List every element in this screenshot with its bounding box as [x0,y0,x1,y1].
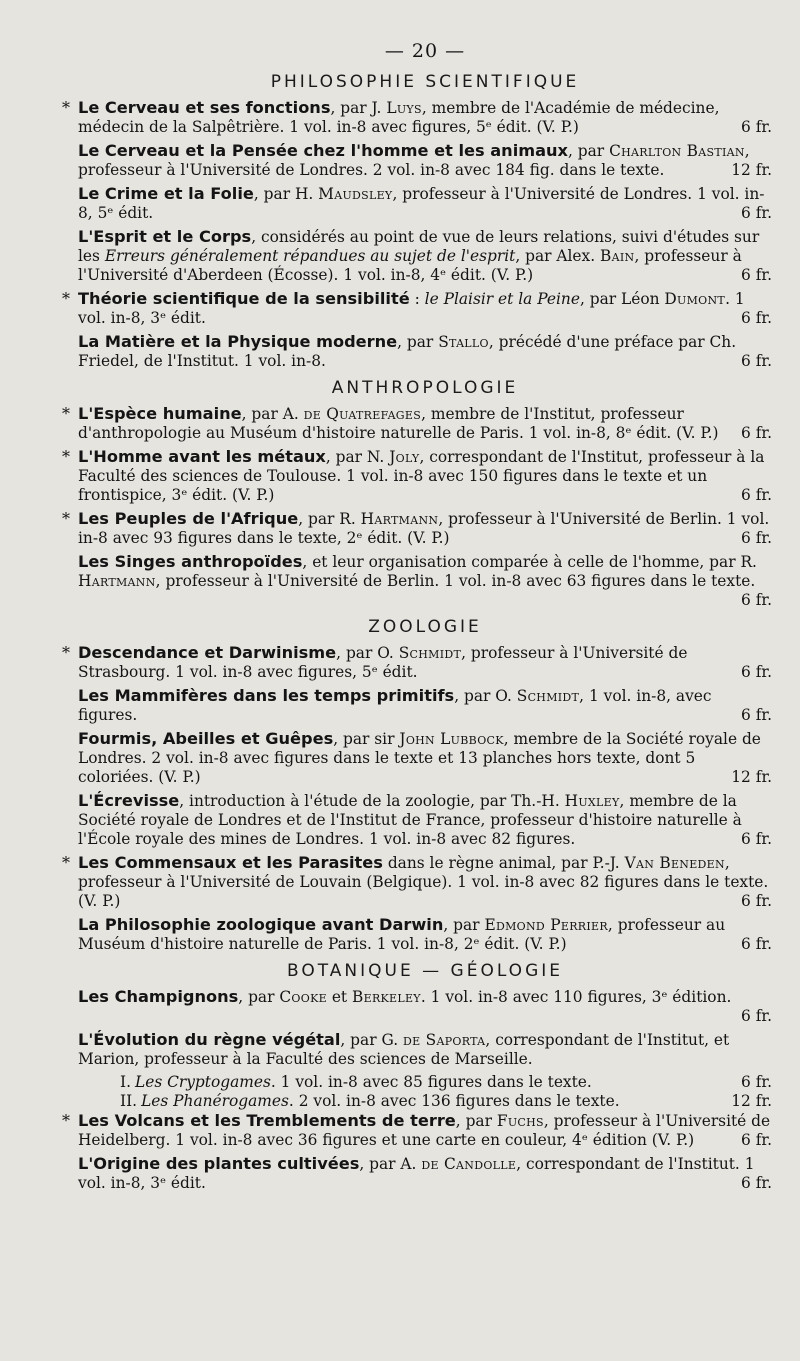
entry-price: 6 fr. [741,118,772,136]
entry-connector-3: et [326,988,352,1006]
entry-title: L'Homme avant les métaux [78,447,326,466]
entry-author: Stallo [438,333,489,351]
entry-title: Les Commensaux et les Parasites [78,853,383,872]
entry-title: Les Singes anthropoïdes [78,552,303,571]
entry-author: Huxley [564,792,620,810]
section-heading: PHILOSOPHIE SCIENTIFIQUE [270,72,580,92]
entry-description: , précédé d'une préface par Ch. Friedel, de l'Institut. 1 vol. in-8. [78,333,737,370]
volume-price: 12 fr. [731,1092,772,1110]
catalog-entry [62,404,772,443]
catalog-entry [78,791,772,849]
entry-price: 6 fr. [741,935,772,953]
entry-author: de Saporta [402,1031,486,1049]
entry-author-2: Berkeley [352,988,421,1006]
entry-connector: , considérés au point de vue de leurs relations, suivi d'études sur les [78,228,760,265]
entry-connector: , par [443,916,485,934]
entry-price: 6 fr. [741,663,772,681]
entry-connector: , par R. [298,510,361,528]
entry-connector: : [409,290,425,308]
entry-author: Edmond Perrier [484,916,608,934]
entry-price: 6 fr. [741,830,772,848]
entry-price: 6 fr. [741,204,772,222]
entry-price: 6 fr. [741,892,772,910]
entry-author: Schmidt [398,644,462,662]
entry-connector: , par A. [359,1155,422,1173]
entry-title: Les Volcans et les Tremblements de terre [78,1111,456,1130]
entry-description: , professeur à l'Université de Strasbourg. 1 vol. in-8 avec figures, 5ᵉ édit. [78,644,688,681]
entry-title: L'Espèce humaine [78,404,242,423]
entry-description: , professeur à l'Université d'Aberdeen (Écosse). 1 vol. in-8, 4ᵉ édit. (V. P.) [78,247,742,284]
entry-description: , professeur à l'Université de Heidelberg. 1 vol. in-8 avec 36 figures et une carte en couleur, 4ᵉ édition (V. P.) [78,1112,771,1149]
page-number: — 20 — [384,40,466,62]
entry-author: Charlton Bastian [609,142,745,160]
entry-connector: , par sir [333,730,400,748]
entry-author: de Candolle [421,1155,517,1173]
entry-price: 12 fr. [731,161,772,179]
entry-connector: , par [397,333,439,351]
catalog-entry [78,184,772,223]
entry-title: L'Origine des plantes cultivées [78,1154,360,1173]
entry-connector: , par A. [241,405,304,423]
entry-price: 6 fr. [741,424,772,442]
entry-author: Cooke [279,988,327,1006]
entry-author: Dumont [664,290,726,308]
entry-title: La Philosophie zoologique avant Darwin [78,915,444,934]
volume-description: . 1 vol. in-8 avec 85 figures dans le texte. [270,1073,592,1091]
volume-title: Les Cryptogames [134,1073,271,1091]
catalog-entry [62,643,772,682]
entry-description: , professeur à l'Université de Louvain (Belgique). 1 vol. in-8 avec 82 figures dans le texte. (V. P.) [78,854,769,910]
catalog-entry [62,509,772,548]
entry-connector: , par [238,988,280,1006]
entry-description: , professeur à l'Université de Londres. 1 vol. in-8, 5ᵉ édit. [78,185,765,222]
entry-italic-subtitle: le Plaisir et la Peine [424,290,580,308]
section-heading: ANTHROPOLOGIE [331,378,519,398]
entry-description: , correspondant de l'Institut. 1 vol. in-8, 3ᵉ édit. [78,1155,755,1192]
asterisk-mark: * [62,1111,70,1130]
entry-author: Maudsley [318,185,393,203]
entry-title: Le Cerveau et la Pensée chez l'homme et les animaux [78,141,568,160]
volume-sub-entry [78,1092,772,1111]
entry-connector-2: , par Léon [579,290,665,308]
entry-title: L'Écrevisse [78,791,180,810]
entry-description: , correspondant de l'Institut, et Marion, professeur à la Faculté des sciences de Marseille. [78,1031,730,1068]
volume-price: 6 fr. [741,1073,772,1091]
sections-container [62,72,772,1193]
entry-description: , correspondant de l'Institut, professeur à la Faculté des sciences de Toulouse. 1 vol. in-8 avec 150 figures dans le texte et un frontispice, 3ᵉ édit. (V. P.) [78,448,765,504]
asterisk-mark: * [62,289,70,308]
catalog-entry [78,1030,772,1069]
catalog-entry [78,686,772,725]
entry-price: 6 fr. [741,706,772,724]
entry-connector: , par O. [336,644,399,662]
entry-price: 6 fr. [741,486,772,504]
section-heading: BOTANIQUE — GÉOLOGIE [286,961,563,981]
entry-price: 6 fr. [741,352,772,370]
entry-title: Fourmis, Abeilles et Guêpes [78,729,334,748]
catalog-entry [78,332,772,371]
volume-number: I. [120,1073,131,1091]
entry-price: 12 fr. [731,768,772,786]
entry-title: L'Évolution du règne végétal [78,1030,341,1049]
entry-description: , membre de la Société royale de Londres et de l'Institut de France, professeur d'histoire naturelle à l'École royale des mines de Londres. 1 vol. in-8 avec 82 figures. [78,792,742,848]
entry-price: 6 fr. [741,529,772,547]
entry-description: . 1 vol. in-8 avec 110 figures, 3ᵉ édition. [420,988,732,1006]
entry-description: . 1 vol. in-8, 3ᵉ édit. [78,290,745,327]
catalog-entry [62,1111,772,1150]
entry-connector: , par N. [325,448,390,466]
entry-author: Schmidt [516,687,580,705]
entry-author: Hartmann [360,510,439,528]
catalog-entry [62,98,772,137]
catalog-entry [78,227,772,285]
entry-author: Van Beneden [624,854,725,872]
entry-author: Joly [389,448,420,466]
section-heading: ZOOLOGIE [368,617,482,637]
entry-price: 6 fr. [741,1131,772,1149]
entry-title: Théorie scientifique de la sensibilité [78,289,410,308]
catalog-entry [78,729,772,787]
entry-title: La Matière et la Physique moderne [78,332,398,351]
entry-author: John Lubbock [399,730,504,748]
entry-italic-subtitle: Erreurs généralement répandues au sujet de l'esprit [104,247,516,265]
volume-sub-entry [78,1073,772,1092]
entry-title: Descendance et Darwinisme [78,643,337,662]
entry-title: Le Cerveau et ses fonctions [78,98,331,117]
entry-description: , professeur au Muséum d'histoire naturelle de Paris. 1 vol. in-8, 2ᵉ édit. (V. P.) [78,916,726,953]
catalog-entry [78,987,772,1026]
catalog-entry [62,853,772,911]
entry-description: , professeur à l'Université de Londres. 2 vol. in-8 avec 184 fig. dans le texte. [78,142,750,179]
entry-description: , professeur à l'Université de Berlin. 1 vol. in-8 avec 93 figures dans le texte, 2ᵉ édit. (V. P.) [78,510,770,547]
asterisk-mark: * [62,509,70,528]
entry-connector: , par H. [253,185,319,203]
asterisk-mark: * [62,643,70,662]
entry-title: Les Peuples de l'Afrique [78,509,299,528]
entry-description: , membre de l'Institut, professeur d'anthropologie au Muséum d'histoire naturelle de Paris. 1 vol. in-8, 8ᵉ édit. (V. P.) [78,405,719,442]
catalog-entry [62,447,772,505]
catalog-entry [78,915,772,954]
entry-title: L'Esprit et le Corps [78,227,252,246]
entry-title: Les Champignons [78,987,239,1006]
entry-description: , 1 vol. in-8, avec figures. [78,687,712,724]
entry-connector: , par J. [330,99,387,117]
entry-description: , professeur à l'Université de Berlin. 1 vol. in-8 avec 63 figures dans le texte. [155,572,756,590]
entry-author: Fuchs [496,1112,544,1130]
entry-price: 6 fr. [741,309,772,327]
catalog-entry [78,141,772,180]
entry-price: 6 fr. [741,266,772,284]
entry-connector: dans le règne animal, par P.-J. [382,854,625,872]
entry-connector-2: , par Alex. [515,247,600,265]
entry-author: Hartmann [78,572,156,590]
asterisk-mark: * [62,404,70,423]
catalog-entry [78,552,772,610]
entry-author: Bain [600,247,635,265]
asterisk-mark: * [62,447,70,466]
entry-price: 6 fr. [741,591,772,609]
entry-description: , membre de la Société royale de Londres. 2 vol. in-8 avec figures dans le texte et 13 planches hors texte, dont 5 coloriées. (V. P.) [78,730,761,786]
entry-author: Luys [386,99,422,117]
entry-title: Les Mammifères dans les temps primitifs [78,686,455,705]
asterisk-mark: * [62,98,70,117]
entry-connector: , introduction à l'étude de la zoologie, par Th.-H. [179,792,565,810]
volume-description: . 2 vol. in-8 avec 136 figures dans le texte. [288,1092,620,1110]
volume-number: II. [120,1092,138,1110]
entry-connector: , par [455,1112,497,1130]
entry-connector: , par O. [454,687,517,705]
entry-title: Le Crime et la Folie [78,184,254,203]
asterisk-mark: * [62,853,70,872]
entry-price: 6 fr. [741,1174,772,1192]
catalog-entry [62,289,772,328]
entry-connector: , par G. [340,1031,403,1049]
catalog-entry [78,1154,772,1193]
entry-connector: , et leur organisation comparée à celle de l'homme, par R. [302,553,757,571]
entry-price: 6 fr. [741,1007,772,1025]
entry-connector: , par [568,142,610,160]
entry-description: , membre de l'Académie de médecine, médecin de la Salpêtrière. 1 vol. in-8 avec figures, 5ᵉ édit. (V. P.) [78,99,720,136]
volume-title: Les Phanérogames [141,1092,289,1110]
entry-author: de Quatrefages [303,405,422,423]
